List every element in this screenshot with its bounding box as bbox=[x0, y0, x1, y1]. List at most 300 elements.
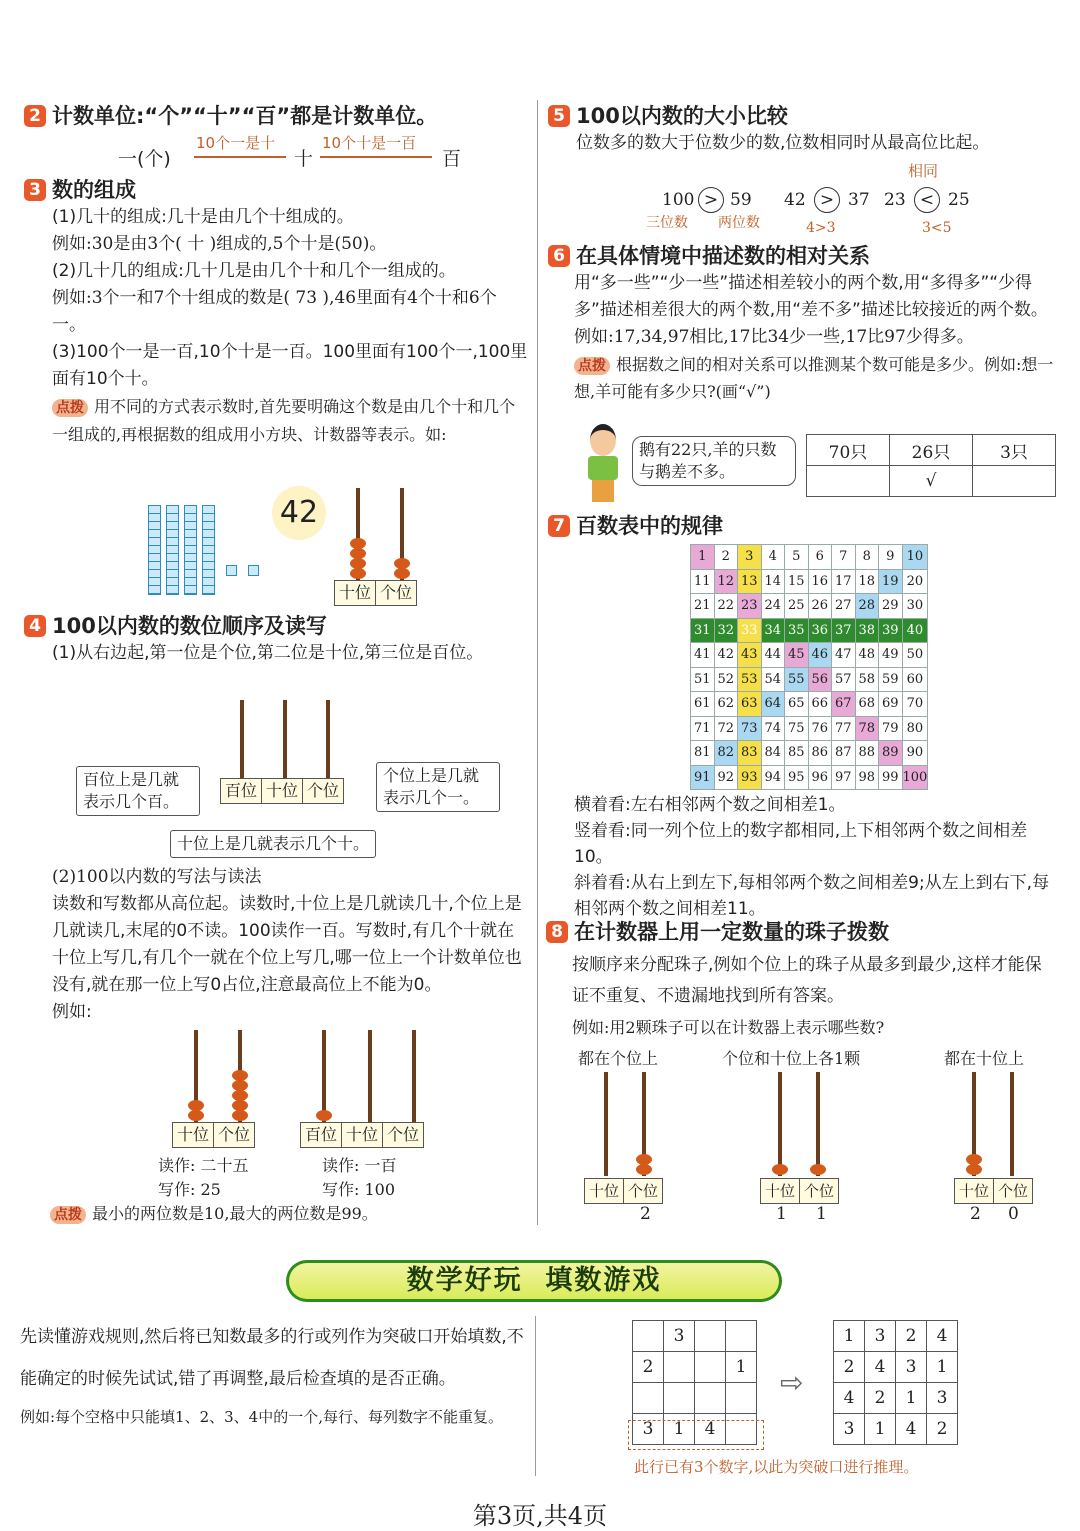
section-5 bbox=[548, 102, 1058, 157]
bead bbox=[350, 558, 366, 569]
mark-3[interactable] bbox=[973, 466, 1056, 497]
hundred-cell: 43 bbox=[738, 643, 762, 668]
unit-hundred: 百 bbox=[442, 148, 462, 170]
rod-ten bbox=[604, 1072, 608, 1176]
hundred-row bbox=[691, 741, 928, 766]
grid-cell[interactable] bbox=[726, 1321, 757, 1352]
hundred-cell: 16 bbox=[808, 569, 832, 594]
hundred-cell: 53 bbox=[738, 667, 762, 692]
mark-70[interactable] bbox=[807, 466, 890, 497]
compare-3-b: 25 bbox=[948, 190, 970, 210]
section-number: 6 bbox=[548, 245, 570, 267]
unit-one: 一(个) bbox=[118, 148, 171, 170]
hundred-cell: 44 bbox=[761, 643, 785, 668]
game-example: 例如:每个空格中只能填1、2、3、4中的一个,每行、每列数字不能重复。 bbox=[20, 1408, 503, 1426]
hundred-cell: 72 bbox=[714, 716, 738, 741]
tip-text: 根据数之间的相对关系可以推测某个数可能是多少。例如:想一想,羊可能有多少只?(画“√”) bbox=[574, 355, 1054, 401]
title-text: 数的组成 bbox=[52, 178, 136, 202]
hundred-cell: 47 bbox=[832, 643, 856, 668]
hundred-cell: 29 bbox=[879, 594, 903, 619]
hundred-cell: 35 bbox=[785, 618, 809, 643]
hundred-cell: 76 bbox=[808, 716, 832, 741]
section-3-title bbox=[24, 176, 529, 204]
hundred-cell: 67 bbox=[832, 692, 856, 717]
case-title: 都在个位上 bbox=[578, 1049, 659, 1068]
column-divider bbox=[537, 100, 538, 1225]
arrow-icon: ⇨ bbox=[780, 1366, 804, 1399]
unit-ten: 十 bbox=[294, 148, 314, 170]
hundred-cell: 100 bbox=[902, 765, 928, 790]
grid-cell: 3 bbox=[865, 1321, 896, 1352]
section-6 bbox=[548, 242, 1054, 405]
compare-1-b: 59 bbox=[730, 190, 752, 210]
hundred-cell: 48 bbox=[855, 643, 879, 668]
hundred-cell: 57 bbox=[832, 667, 856, 692]
hundred-cell: 66 bbox=[808, 692, 832, 717]
hundred-cell: 63 bbox=[738, 692, 762, 717]
bead bbox=[350, 548, 366, 559]
tip-text: 用不同的方式表示数时,首先要明确这个数是由几个十和几个一组成的,再根据数的组成用小方块、计数器等表示。如: bbox=[52, 397, 516, 444]
compare-2-a: 42 bbox=[784, 190, 806, 210]
grid-cell[interactable] bbox=[695, 1383, 726, 1414]
example: 例如:17,34,97相比,17比34少一些,17比97少得多。 bbox=[574, 327, 974, 347]
bead-case-2 bbox=[722, 1046, 892, 1226]
section-2 bbox=[24, 102, 534, 172]
ten-block bbox=[202, 505, 215, 595]
hundred-row bbox=[691, 716, 928, 741]
label-ten: 十位 bbox=[335, 581, 376, 605]
hundred-cell: 34 bbox=[761, 618, 785, 643]
compare-3-note: 3<5 bbox=[922, 220, 952, 236]
section-3-body bbox=[24, 204, 529, 449]
hundred-cell: 10 bbox=[902, 545, 928, 570]
hundred-cell: 92 bbox=[714, 765, 738, 790]
grid-cell: 3 bbox=[633, 1414, 664, 1445]
hundred-cell: 31 bbox=[691, 618, 715, 643]
ten-block bbox=[148, 505, 161, 595]
subtitle: (2)100以内数的写法与读法 bbox=[52, 867, 262, 887]
hundred-cell: 28 bbox=[855, 594, 879, 619]
hundred-cell: 23 bbox=[738, 594, 762, 619]
hundred-cell: 69 bbox=[879, 692, 903, 717]
hundred-cell: 77 bbox=[832, 716, 856, 741]
grid-row bbox=[633, 1352, 757, 1383]
abacus-labels bbox=[300, 1122, 424, 1148]
bead bbox=[188, 1110, 204, 1121]
hundred-cell: 2 bbox=[714, 545, 738, 570]
hundred-cell: 52 bbox=[714, 667, 738, 692]
bead bbox=[232, 1090, 248, 1101]
label-ten: 十位 bbox=[262, 779, 303, 803]
tip-badge: 点拨 bbox=[574, 357, 610, 375]
hundred-cell: 17 bbox=[832, 569, 856, 594]
rod-one bbox=[816, 1072, 820, 1176]
rod-one bbox=[412, 1030, 416, 1122]
hundred-cell: 45 bbox=[785, 643, 809, 668]
hundred-cell: 20 bbox=[902, 569, 928, 594]
section-3 bbox=[24, 176, 529, 449]
digit-one: 1 bbox=[816, 1204, 827, 1224]
bead-case-3 bbox=[940, 1046, 1060, 1226]
hundred-cell: 99 bbox=[879, 765, 903, 790]
section-8 bbox=[546, 918, 1054, 1041]
hundred-row bbox=[691, 643, 928, 668]
hundred-cell: 93 bbox=[738, 765, 762, 790]
hundred-cell: 55 bbox=[785, 667, 809, 692]
hundred-cell: 91 bbox=[691, 765, 715, 790]
hundred-cell: 6 bbox=[808, 545, 832, 570]
compare-1-note-a: 三位数 bbox=[646, 215, 688, 231]
hundred-cell: 75 bbox=[785, 716, 809, 741]
section-8-body bbox=[546, 950, 1054, 1041]
digit-one: 2 bbox=[640, 1204, 651, 1224]
hundred-cell: 33 bbox=[738, 618, 762, 643]
section-4 bbox=[24, 612, 529, 667]
section-number: 5 bbox=[548, 105, 570, 127]
label-ten: 十位 bbox=[761, 1179, 800, 1203]
section-8-title bbox=[546, 918, 1054, 946]
section-number: 7 bbox=[548, 515, 570, 537]
label-one: 个位 bbox=[804, 1182, 835, 1200]
compare-2-b: 37 bbox=[848, 190, 870, 210]
hundred-cell: 8 bbox=[855, 545, 879, 570]
grid-row bbox=[834, 1321, 958, 1352]
line: 例如:3个一和7个十组成的数是( 73 ),46里面有4个十和6个一。 bbox=[52, 288, 497, 335]
same-label: 相同 bbox=[908, 162, 939, 180]
hundred-cell: 37 bbox=[832, 618, 856, 643]
highlight-row bbox=[628, 1420, 764, 1450]
label-one: 个位 bbox=[998, 1182, 1029, 1200]
label-hundred: 百位 bbox=[301, 1123, 342, 1147]
hundred-cell: 22 bbox=[714, 594, 738, 619]
bead bbox=[316, 1110, 332, 1121]
label-ten: 十位 bbox=[173, 1123, 214, 1147]
hundred-cell: 64 bbox=[761, 692, 785, 717]
title-text: 100以内数的大小比较 bbox=[576, 104, 788, 128]
grid-cell: 4 bbox=[695, 1414, 726, 1445]
section-number: 8 bbox=[546, 921, 568, 943]
bead bbox=[350, 538, 366, 549]
example: 例如:用2颗珠子可以在计数器上表示哪些数? bbox=[572, 1018, 885, 1037]
section-number: 2 bbox=[24, 105, 46, 127]
game-text bbox=[20, 1316, 528, 1431]
bead-case-1 bbox=[578, 1046, 698, 1226]
hundred-cell: 61 bbox=[691, 692, 715, 717]
digit-ten: 2 bbox=[970, 1204, 981, 1224]
diagonal-rule: 斜着看:从右上到左下,每相邻两个数之间相差9;从左上到右下,每相邻两个数之间相差11。 bbox=[574, 873, 1050, 919]
hundred-cell: 88 bbox=[855, 741, 879, 766]
hundred-cell: 38 bbox=[855, 618, 879, 643]
arrow-label-1: 10个一是十 bbox=[196, 134, 276, 152]
bead bbox=[350, 568, 366, 579]
paragraph: 按顺序来分配珠子,例如个位上的珠子从最多到最少,这样才能保证不重复、不遗漏地找到所有答案。 bbox=[572, 955, 1042, 1006]
game-paragraph: 先读懂游戏规则,然后将已知数最多的行或列作为突破口开始填数,不能确定的时候先试试,错了再调整,最后检查填的是否正确。 bbox=[20, 1327, 524, 1389]
hundred-cell: 15 bbox=[785, 569, 809, 594]
hundred-cell: 42 bbox=[714, 643, 738, 668]
grid-cell: 1 bbox=[927, 1352, 958, 1383]
hundred-cell: 71 bbox=[691, 716, 715, 741]
abacus-42 bbox=[334, 488, 426, 606]
grid-row bbox=[633, 1383, 757, 1414]
hundred-cell: 94 bbox=[761, 765, 785, 790]
bead bbox=[232, 1110, 248, 1121]
hundred-table bbox=[690, 544, 928, 790]
hundred-cell: 30 bbox=[902, 594, 928, 619]
counting-unit-diagram bbox=[24, 132, 534, 172]
hundred-cell: 65 bbox=[785, 692, 809, 717]
hundred-cell: 36 bbox=[808, 618, 832, 643]
hundred-cell: 41 bbox=[691, 643, 715, 668]
marks-row bbox=[807, 466, 1056, 497]
hundred-cell: 4 bbox=[761, 545, 785, 570]
compare-2-note: 4>3 bbox=[806, 220, 836, 236]
abacus-labels bbox=[954, 1178, 1033, 1204]
ten-block bbox=[166, 505, 179, 595]
hundred-cell: 32 bbox=[714, 618, 738, 643]
title-text: 百数表中的规律 bbox=[576, 514, 723, 538]
grid-cell: 2 bbox=[927, 1414, 958, 1445]
child-legs bbox=[592, 480, 614, 502]
note-one: 个位上是几就表示几个一。 bbox=[376, 762, 500, 812]
page-footer: 第3页,共4页 bbox=[472, 1502, 608, 1530]
grid-cell[interactable] bbox=[633, 1383, 664, 1414]
one-block bbox=[248, 565, 259, 576]
grid-cell: 3 bbox=[927, 1383, 958, 1414]
hundred-cell: 90 bbox=[902, 741, 928, 766]
tip-text: 最小的两位数是10,最大的两位数是99。 bbox=[92, 1204, 378, 1223]
game-divider bbox=[535, 1316, 536, 1476]
hundred-cell: 21 bbox=[691, 594, 715, 619]
bead bbox=[636, 1154, 652, 1165]
abacus-labels bbox=[172, 1122, 255, 1148]
tip bbox=[52, 393, 529, 449]
compare-1-op: > bbox=[698, 187, 724, 213]
bead bbox=[966, 1154, 982, 1165]
hundred-cell: 73 bbox=[738, 716, 762, 741]
speech-bubble: 鹅有22只,羊的只数与鹅差不多。 bbox=[632, 436, 796, 486]
hundred-cell: 51 bbox=[691, 667, 715, 692]
section-6-body bbox=[548, 270, 1054, 405]
digit-one: 0 bbox=[1008, 1204, 1019, 1224]
grid-row bbox=[633, 1321, 757, 1352]
grid-cell: 1 bbox=[865, 1414, 896, 1445]
bead bbox=[966, 1164, 982, 1175]
grid-cell: 4 bbox=[927, 1321, 958, 1352]
hundred-cell: 39 bbox=[879, 618, 903, 643]
bead bbox=[636, 1164, 652, 1175]
bead bbox=[772, 1164, 788, 1175]
tip-badge: 点拨 bbox=[50, 1206, 86, 1224]
vertical-rule: 竖着看:同一列个位上的数字都相同,上下相邻两个数之间相差10。 bbox=[574, 821, 1028, 867]
write-as: 写作: 25 bbox=[158, 1180, 221, 1199]
ten-block bbox=[184, 505, 197, 595]
bead bbox=[188, 1100, 204, 1111]
hundred-cell: 79 bbox=[879, 716, 903, 741]
section-7-notes bbox=[574, 792, 1052, 922]
hundred-row bbox=[691, 618, 928, 643]
hundred-row bbox=[691, 594, 928, 619]
hundred-cell: 3 bbox=[738, 545, 762, 570]
option-3: 3只 bbox=[973, 435, 1056, 466]
note-hundred: 百位上是几就表示几个百。 bbox=[76, 766, 200, 816]
hundred-cell: 27 bbox=[832, 594, 856, 619]
rod bbox=[326, 700, 330, 778]
hundred-cell: 62 bbox=[714, 692, 738, 717]
option-70: 70只 bbox=[807, 435, 890, 466]
read-as: 读作: 一百 bbox=[322, 1156, 397, 1175]
section-4-title bbox=[24, 612, 529, 640]
abacus-25 bbox=[172, 1030, 262, 1148]
digit-ten: 1 bbox=[776, 1204, 787, 1224]
abacus-labels bbox=[584, 1178, 663, 1204]
mark-26[interactable]: √ bbox=[890, 466, 973, 497]
option-26: 26只 bbox=[890, 435, 973, 466]
hundred-cell: 86 bbox=[808, 741, 832, 766]
hundred-row bbox=[691, 569, 928, 594]
abacus-labels bbox=[760, 1178, 839, 1204]
read-as: 读作: 二十五 bbox=[158, 1156, 249, 1175]
grid-cell[interactable] bbox=[664, 1383, 695, 1414]
bead bbox=[810, 1164, 826, 1175]
hundred-cell: 87 bbox=[832, 741, 856, 766]
example-label: 例如: bbox=[52, 1002, 92, 1022]
line: (1)几十的组成:几十是由几个十组成的。 bbox=[52, 207, 354, 227]
compare-3-op: < bbox=[914, 187, 940, 213]
hundred-cell: 95 bbox=[785, 765, 809, 790]
grid-cell[interactable] bbox=[695, 1352, 726, 1383]
hundred-cell: 19 bbox=[879, 569, 903, 594]
line: 例如:30是由3个( 十 )组成的,5个十是(50)。 bbox=[52, 234, 387, 254]
write-as: 写作: 100 bbox=[322, 1180, 396, 1199]
hundred-row bbox=[691, 667, 928, 692]
bead bbox=[394, 568, 410, 579]
hundred-cell: 56 bbox=[808, 667, 832, 692]
hundred-cell: 59 bbox=[879, 667, 903, 692]
child-illustration bbox=[578, 424, 628, 508]
grid-row bbox=[834, 1414, 958, 1445]
grid-cell: 1 bbox=[896, 1383, 927, 1414]
bead bbox=[232, 1070, 248, 1081]
hundred-cell: 14 bbox=[761, 569, 785, 594]
rod-ten bbox=[778, 1072, 782, 1176]
section-5-title bbox=[548, 102, 1058, 130]
hundred-cell: 58 bbox=[855, 667, 879, 692]
paragraph-1: (1)从右边起,第一位是个位,第二位是十位,第三位是百位。 bbox=[52, 643, 484, 663]
abacus-100 bbox=[300, 1030, 440, 1148]
hundred-cell: 26 bbox=[808, 594, 832, 619]
grid-cell: 2 bbox=[834, 1352, 865, 1383]
label-ten: 十位 bbox=[585, 1179, 624, 1203]
hundred-cell: 85 bbox=[785, 741, 809, 766]
section-4-part-2 bbox=[52, 864, 530, 1026]
title-text: 100以内数的数位顺序及读写 bbox=[52, 614, 327, 638]
child-body bbox=[588, 456, 618, 480]
case-title: 都在十位上 bbox=[944, 1049, 1025, 1068]
title-text: 在具体情境中描述数的相对关系 bbox=[576, 244, 870, 268]
hundred-cell: 7 bbox=[832, 545, 856, 570]
label-one: 个位 bbox=[307, 781, 340, 800]
label-one: 个位 bbox=[628, 1182, 659, 1200]
hundred-cell: 84 bbox=[761, 741, 785, 766]
options-row bbox=[807, 435, 1056, 466]
compare-1-a: 100 bbox=[662, 190, 695, 210]
arrow-1 bbox=[194, 156, 286, 158]
hundred-row bbox=[691, 765, 928, 790]
hundred-cell: 13 bbox=[738, 569, 762, 594]
grid-after bbox=[833, 1320, 958, 1445]
grid-cell[interactable] bbox=[633, 1321, 664, 1352]
rod bbox=[240, 700, 244, 778]
hundred-cell: 80 bbox=[902, 716, 928, 741]
grid-cell: 3 bbox=[896, 1352, 927, 1383]
hundred-row bbox=[691, 692, 928, 717]
grid-cell: 3 bbox=[664, 1321, 695, 1352]
section-6-title bbox=[548, 242, 1054, 270]
section-2-title bbox=[24, 102, 534, 130]
example-number-42: 42 bbox=[272, 486, 326, 540]
hundred-chart bbox=[690, 544, 928, 790]
hundred-row bbox=[691, 545, 928, 570]
grid-cell: 1 bbox=[726, 1352, 757, 1383]
title-text: 计数单位:“个”“十”“百”都是计数单位。 bbox=[52, 104, 438, 128]
label-one: 个位 bbox=[218, 1125, 251, 1144]
hundred-cell: 68 bbox=[855, 692, 879, 717]
line: (3)100个一是一百,10个十是一百。100里面有100个一,100里面有10个十。 bbox=[52, 342, 528, 389]
hundred-cell: 49 bbox=[879, 643, 903, 668]
grid-cell[interactable] bbox=[664, 1352, 695, 1383]
paragraph-2: 读数和写数都从高位起。读数时,十位上是几就读几十,个位上是几就读几,末尾的0不读。100读作一百。写数时,有几个十就在十位上写几,有几个一就在个位上写几,哪一位上一个计数单位也没有,就在那一位上写0占位,注意最高位上不能为0。 bbox=[52, 894, 522, 995]
hundred-cell: 40 bbox=[902, 618, 928, 643]
hundred-cell: 97 bbox=[832, 765, 856, 790]
section-number: 4 bbox=[24, 615, 46, 637]
grid-row bbox=[834, 1383, 958, 1414]
tip bbox=[574, 351, 1054, 405]
place-value-diagram bbox=[70, 700, 530, 860]
hundred-cell: 81 bbox=[691, 741, 715, 766]
label-ten: 十位 bbox=[342, 1123, 383, 1147]
arrow-label-2: 10个十是一百 bbox=[322, 134, 417, 152]
hundred-cell: 46 bbox=[808, 643, 832, 668]
section-7-title bbox=[548, 512, 723, 540]
grid-cell: 4 bbox=[834, 1383, 865, 1414]
hundred-cell: 50 bbox=[902, 643, 928, 668]
grid-cell[interactable] bbox=[726, 1383, 757, 1414]
arrow-2 bbox=[320, 156, 432, 158]
hundred-cell: 96 bbox=[808, 765, 832, 790]
compare-3-a: 23 bbox=[884, 190, 906, 210]
grid-cell: 4 bbox=[865, 1352, 896, 1383]
grid-cell[interactable] bbox=[695, 1321, 726, 1352]
label-one: 个位 bbox=[380, 583, 413, 602]
child-head bbox=[590, 424, 616, 456]
grid-cell: 1 bbox=[834, 1321, 865, 1352]
hundred-cell: 74 bbox=[761, 716, 785, 741]
title-text: 在计数器上用一定数量的珠子拨数 bbox=[574, 920, 889, 944]
grid-cell: 2 bbox=[865, 1383, 896, 1414]
label-one: 个位 bbox=[387, 1125, 420, 1144]
paragraph: 用“多一些”“少一些”描述相差较小的两个数,用“多得多”“少得多”描述相差很大的两个数,用“差不多”描述比较接近的两个数。 bbox=[574, 273, 1048, 320]
one-block bbox=[226, 565, 237, 576]
hundred-cell: 98 bbox=[855, 765, 879, 790]
hundred-cell: 1 bbox=[691, 545, 715, 570]
game-banner bbox=[286, 1260, 782, 1302]
hundred-cell: 78 bbox=[855, 716, 879, 741]
bead bbox=[232, 1080, 248, 1091]
sheep-options-table bbox=[806, 434, 1056, 497]
label-ten: 十位 bbox=[955, 1179, 994, 1203]
compare-2-op: > bbox=[814, 187, 840, 213]
line: (2)几十几的组成:几十几是由几个十和几个一组成的。 bbox=[52, 261, 456, 281]
